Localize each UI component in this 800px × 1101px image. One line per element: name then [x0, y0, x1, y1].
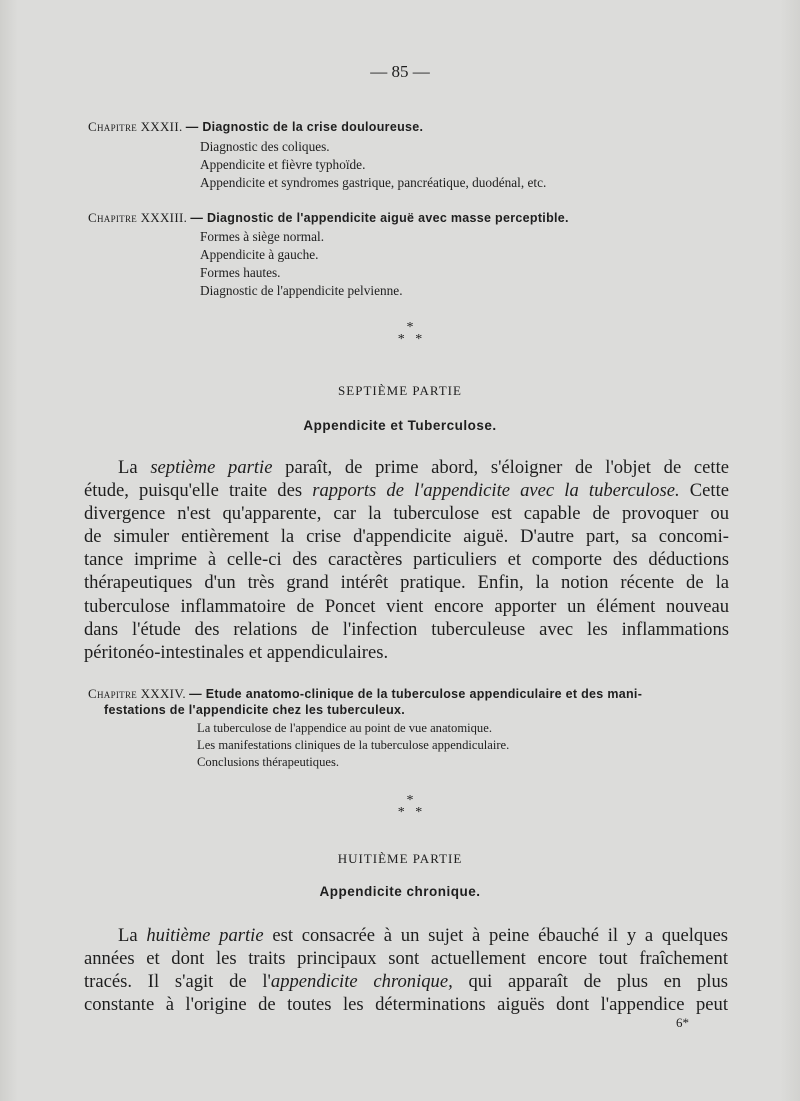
- chapter-33-item: Appendicite à gauche.: [200, 247, 319, 262]
- paragraph-line: La huitième partie est consacrée à un sujet à peine ébauché il y a quelques: [118, 925, 728, 946]
- page-number: — 85 —: [370, 62, 430, 81]
- chapter-32-title: — Diagnostic de la crise douloureuse.: [185, 120, 424, 134]
- chapter-34-heading: [88, 686, 642, 702]
- paragraph-line: tuberculose inflammatoire de Poncet vient encore apporter un élément nouveau: [84, 595, 729, 617]
- chapter-32-items: [200, 138, 546, 192]
- paragraph-line: étude, puisqu'elle traite des rapports de l'appendicite avec la tuberculose. Cette: [84, 480, 730, 502]
- part-7-heading: SEPTIÈME PARTIE: [338, 383, 462, 398]
- paragraph-line: de simuler entièrement la crise d'appendicite aiguë. D'autre part, sa concomi-: [84, 526, 729, 548]
- chapter-34-label: Chapitre XXXIV.: [88, 686, 186, 701]
- part-8-title: Appendicite chronique.: [319, 884, 481, 899]
- part-8-paragraph: [84, 924, 728, 1016]
- chapter-32-item: Diagnostic des coliques.: [200, 139, 330, 154]
- chapter-33-items: [200, 228, 403, 300]
- signature-mark: 6*: [676, 1015, 689, 1030]
- section-separator: * * *: [397, 320, 423, 347]
- part-7-title: Appendicite et Tuberculose.: [303, 418, 497, 433]
- chapter-34-item: Conclusions thérapeutiques.: [197, 755, 340, 769]
- chapter-33-title: — Diagnostic de l'appendicite aiguë avec masse perceptible.: [190, 211, 569, 225]
- chapter-32-item: Appendicite et syndromes gastrique, pancréatique, duodénal, etc.: [200, 175, 547, 190]
- chapter-32-label: Chapitre XXXII.: [88, 119, 183, 134]
- chapter-33-heading: [88, 210, 569, 226]
- paragraph-line: divergence n'est qu'apparente, car la tuberculose est capable de provoquer ou: [84, 503, 729, 525]
- paragraph-line: constante à l'origine de toutes les déterminations aiguës dont l'appendice peut: [84, 994, 728, 1016]
- paragraph-line: tracés. Il s'agit de l'appendicite chronique, qui apparaît de plus en plus: [84, 971, 728, 993]
- chapter-33-item: Formes à siège normal.: [200, 229, 325, 244]
- part-8-heading: HUITIÈME PARTIE: [337, 851, 463, 866]
- chapter-33-label: Chapitre XXXIII.: [88, 210, 188, 225]
- paragraph-line: années et dont les traits principaux sont actuellement encore tout fraîchement: [84, 948, 728, 970]
- section-separator: * * *: [397, 793, 423, 820]
- part-7-paragraph: [84, 456, 729, 664]
- paragraph-line: thérapeutiques d'un très grand intérêt pratique. Enfin, la notion récente de la: [84, 572, 729, 594]
- chapter-32-heading: [88, 119, 423, 135]
- paragraph-line: La septième partie paraît, de prime abord, s'éloigner de l'objet de cette: [118, 457, 729, 478]
- chapter-33-item: Formes hautes.: [200, 265, 281, 280]
- chapter-34-title: — Etude anatomo-clinique de la tuberculose appendiculaire et des mani-: [189, 687, 643, 701]
- paragraph-line: péritonéo-intestinales et appendiculaires.: [84, 641, 389, 663]
- paragraph-line: tance imprime à celle-ci des caractères particuliers et comporte des déductions: [84, 549, 729, 571]
- chapter-34-heading-cont: festations de l'appendicite chez les tuberculeux.: [104, 703, 406, 717]
- chapter-33-item: Diagnostic de l'appendicite pelvienne.: [200, 283, 403, 298]
- chapter-34-item: La tuberculose de l'appendice au point de vue anatomique.: [197, 721, 492, 735]
- chapter-34-items: [197, 720, 509, 771]
- chapter-34-item: Les manifestations cliniques de la tuberculose appendiculaire.: [197, 738, 510, 752]
- paragraph-line: dans l'étude des relations de l'infection tuberculeuse avec les inflammations: [84, 618, 729, 640]
- chapter-32-item: Appendicite et fièvre typhoïde.: [200, 157, 366, 172]
